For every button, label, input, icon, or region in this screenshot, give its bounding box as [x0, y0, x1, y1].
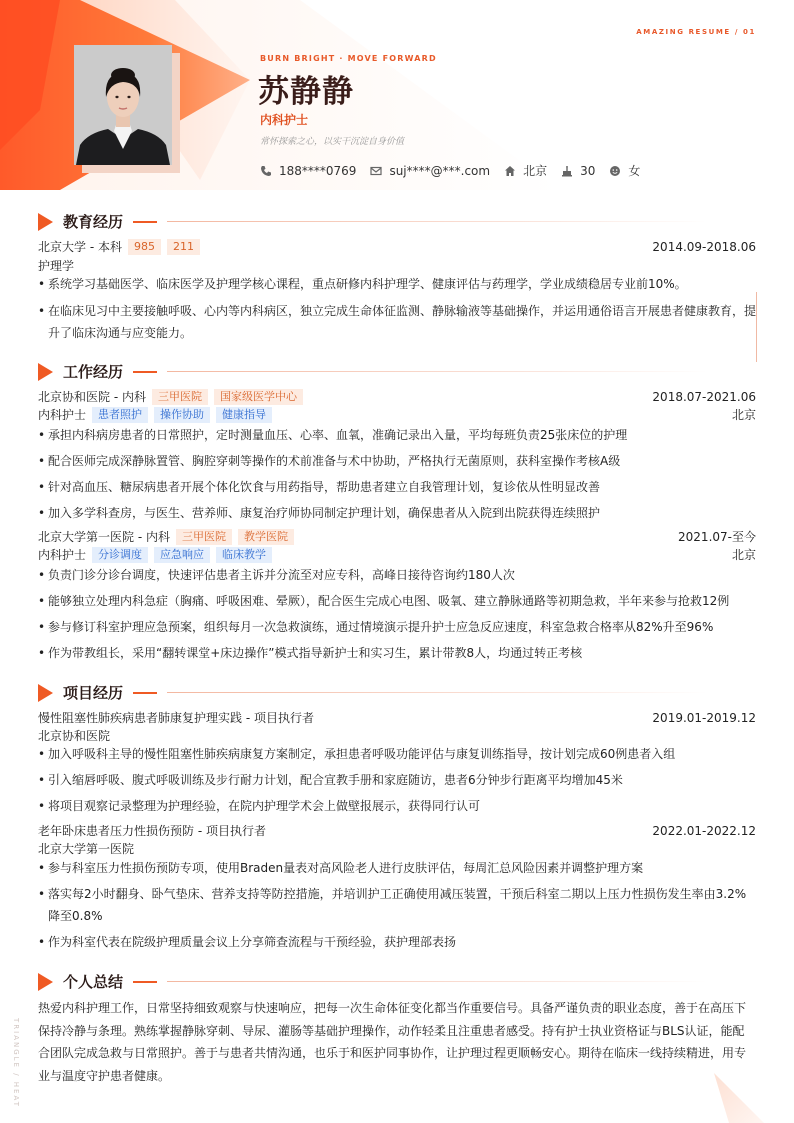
contact-list: [260, 162, 654, 179]
school-name: 北京大学 - 本科: [38, 240, 122, 254]
tag-985: 985: [128, 239, 161, 255]
list-item: • 加入多学科查房，与医生、营养师、康复治疗师协同制定护理计划，确保患者从入院到出院获得连续照护: [38, 506, 601, 520]
tag-211: 211: [167, 239, 200, 255]
org-tag: 国家级医学中心: [214, 389, 303, 405]
phone-text: 188****0769: [279, 163, 357, 178]
slogan: BURN BRIGHT · MOVE FORWARD: [260, 54, 437, 63]
work-city: 北京: [731, 408, 756, 422]
work-date: 2021.07-至今: [678, 530, 756, 544]
section-project-title: 项目经历: [38, 682, 758, 703]
corner-decoration: [684, 1053, 794, 1123]
skill-tag: 健康指导: [216, 407, 272, 423]
work-title: 内科护士: [38, 548, 87, 562]
triangle-icon: [38, 363, 53, 381]
skill-tag: 应急响应: [154, 547, 210, 563]
triangle-icon: [38, 973, 53, 991]
list-item: • 作为科室代表在院级护理质量会议上分享筛查流程与干预经验，获护理部表扬: [38, 935, 457, 949]
contact-phone: [260, 164, 356, 178]
section-education-title: 教育经历: [38, 211, 758, 232]
education-date: 2014.09-2018.06: [652, 239, 756, 254]
person-name: 苏静静: [258, 74, 354, 110]
job-role: 内科护士: [260, 113, 309, 127]
list-item: • 能够独立处理内科急症（胸痛、呼吸困难、晕厥），配合医生完成心电图、吸氧、建立静脉通路等初期急救，半年来参与抢救12例: [38, 594, 730, 608]
list-item: • 引入缩唇呼吸、腹式呼吸训练及步行耐力计划，配合宣教手册和家庭随访，患者6分钟步行距离平均增加45米: [38, 773, 623, 787]
contact-gender: [609, 162, 640, 179]
contact-city: [504, 162, 547, 179]
skill-tag: 临床教学: [216, 547, 272, 563]
email-text: suj****@***.com: [389, 163, 491, 178]
work-org: 北京协和医院 - 内科: [38, 390, 146, 404]
project-date: 2022.01-2022.12: [652, 823, 756, 838]
phone-icon: [260, 165, 272, 177]
org-tag: 教学医院: [238, 529, 294, 545]
work-org: 北京大学第一医院 - 内科: [38, 530, 170, 544]
list-item: • 加入呼吸科主导的慢性阻塞性肺疾病康复方案制定，承担患者呼吸功能评估与康复训练指导，按计划完成60例患者入组: [38, 747, 676, 761]
list-item: • 将项目观察记录整理为护理经验，在院内护理学术会上做壁报展示，获得同行认可: [38, 799, 481, 813]
section-work-title: 工作经历: [38, 361, 758, 382]
org-tag: 三甲医院: [176, 529, 232, 545]
work-org-row: [38, 388, 756, 405]
education-major: 护理学: [38, 259, 75, 273]
list-item: • 作为带教组长，采用“翻转课堂+床边操作”模式指导新护士和实习生，累计带教8人，均通过转正考核: [38, 646, 583, 660]
project-org: 北京协和医院: [38, 729, 111, 743]
list-item: • 承担内科病房患者的日常照护，定时测量血压、心率、血氧，准确记录出入量，平均每班负责25张床位的护理: [38, 428, 628, 442]
section-summary-title: 个人总结: [38, 971, 758, 992]
gender-text: 女: [628, 164, 641, 178]
list-item: • 系统学习基础医学、临床医学及护理学核心课程，重点研修内科护理学、健康评估与药理学，学业成绩稳居专业前10%。: [38, 277, 687, 291]
list-item: • 参与科室压力性损伤预防专项，使用Braden量表对高风险老人进行皮肤评估，每周汇总风险因素并调整护理方案: [38, 861, 644, 875]
list-item: • 参与修订科室护理应急预案，组织每月一次急救演练，通过情境演示提升护士应急反应速度，科室急救合格率从82%升至96%: [38, 620, 714, 634]
age-text: 30: [580, 163, 596, 178]
contact-age: [561, 164, 595, 178]
skill-tag: 患者照护: [92, 407, 148, 423]
cake-icon: [561, 165, 573, 177]
side-divider: [756, 292, 757, 362]
summary-text: 热爱内科护理工作，日常坚持细致观察与快速响应，把每一次生命体征变化都当作重要信号。具备严谨负责的职业态度，善于在高压下保持冷静与条理。熟练掌握静脉穿刺、导尿、灌肠等基础护理操作，动作轻柔且注重患者感受。持有护士执业资格证与BLS认证，能配合团队完成急救与日常照护。善于与患者共情沟通，也乐于和医护同事协作，让护理过程更顺畅安心。期待在临床一线持续精进，用专业与温度守护患者健康。: [38, 1001, 747, 1083]
education-row: [38, 238, 756, 255]
list-item: • 落实每2小时翻身、卧气垫床、营养支持等防控措施，并培训护工正确使用减压装置，干预后科室二期以上压力性损伤发生率由3.2%降至0.8%: [38, 887, 747, 923]
project-row: [38, 822, 756, 839]
city-text: 北京: [523, 164, 548, 178]
side-watermark-text: TRIANGLE / HEAT: [12, 1018, 20, 1108]
gender-icon: [609, 165, 621, 177]
project-date: 2019.01-2019.12: [652, 710, 756, 725]
work-date: 2018.07-2021.06: [652, 389, 756, 404]
work-org-row: [38, 528, 756, 545]
work-city: 北京: [731, 548, 756, 562]
list-item: • 在临床见习中主要接触呼吸、心内等内科病区，独立完成生命体征监测、静脉输液等基础操作，并运用通俗语言开展患者健康教育，提升了临床沟通与应变能力。: [38, 304, 757, 340]
resume-tag: AMAZING RESUME / 01: [636, 28, 756, 36]
contact-email: [370, 164, 490, 178]
work-title: 内科护士: [38, 408, 87, 422]
project-name: 老年卧床患者压力性损伤预防 - 项目执行者: [38, 824, 266, 838]
project-row: [38, 709, 756, 726]
work-title-row: [38, 406, 756, 423]
profile-photo: [74, 45, 180, 173]
mail-icon: [370, 165, 382, 177]
list-item: • 负责门诊分诊台调度，快速评估患者主诉并分流至对应专科，高峰日接待咨询约180人次: [38, 568, 515, 582]
triangle-icon: [38, 684, 53, 702]
skill-tag: 操作协助: [154, 407, 210, 423]
org-tag: 三甲医院: [152, 389, 208, 405]
motto: 常怀探索之心，以实干沉淀自身价值: [260, 137, 405, 147]
triangle-icon: [38, 213, 53, 231]
home-icon: [504, 165, 516, 177]
project-org: 北京大学第一医院: [38, 842, 135, 856]
project-name: 慢性阻塞性肺疾病患者肺康复护理实践 - 项目执行者: [38, 711, 314, 725]
skill-tag: 分诊调度: [92, 547, 148, 563]
list-item: • 配合医师完成深静脉置管、胸腔穿刺等操作的术前准备与术中协助，严格执行无菌原则，获科室操作考核A级: [38, 454, 621, 468]
list-item: • 针对高血压、糖尿病患者开展个体化饮食与用药指导，帮助患者建立自我管理计划，复诊依从性明显改善: [38, 480, 601, 494]
work-title-row: [38, 546, 756, 563]
